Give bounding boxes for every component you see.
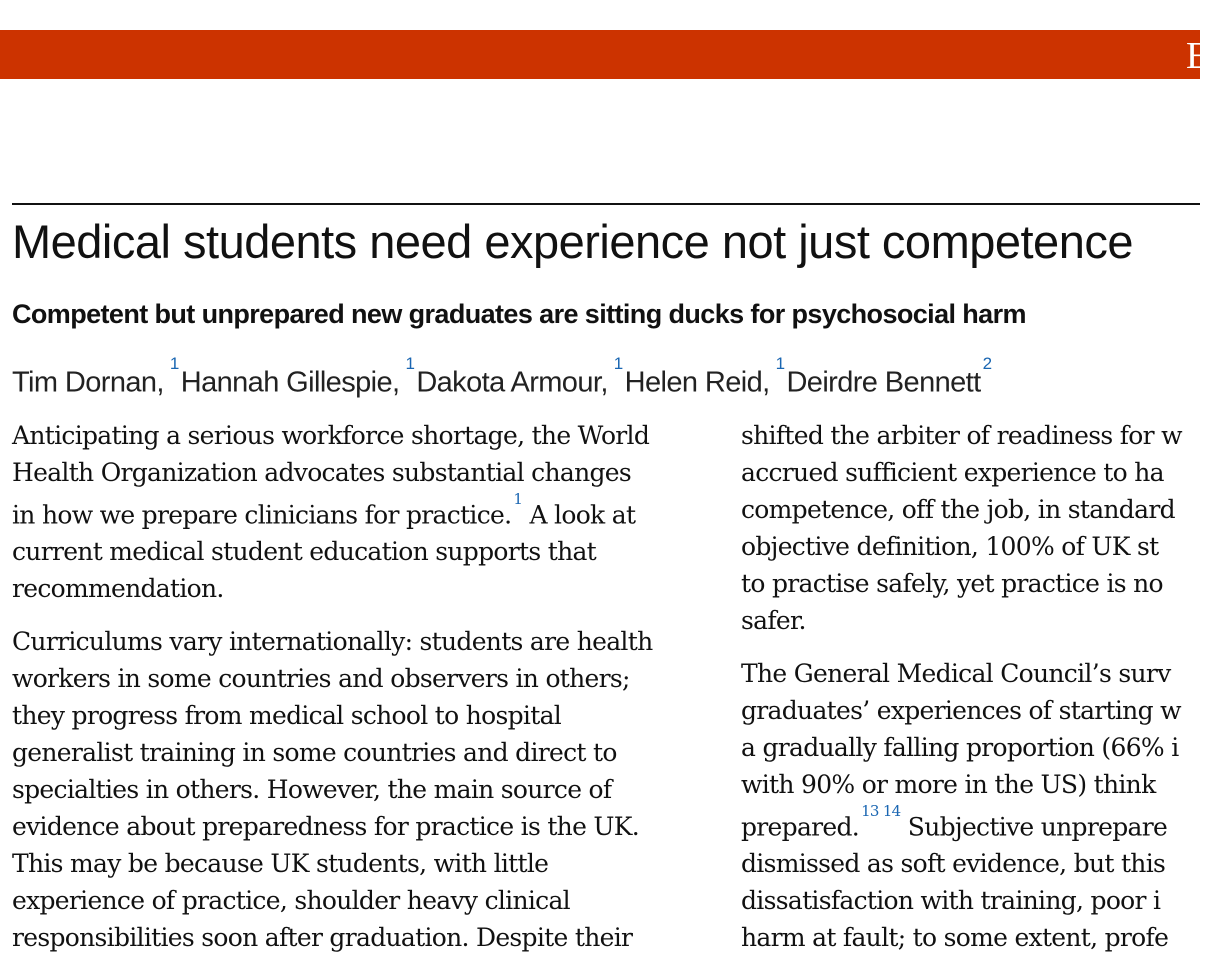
author-name[interactable]: Hannah Gillespie, xyxy=(180,366,400,399)
author-name[interactable]: Helen Reid, xyxy=(624,366,770,399)
text-line: The General Medical Council’s surv xyxy=(741,659,1171,688)
text-line: competence, off the job, in standard xyxy=(741,495,1175,524)
header-band-letter: E xyxy=(1186,35,1210,77)
text-line: safer. xyxy=(741,606,806,635)
text-line: with 90% or more in the US) think xyxy=(741,770,1156,799)
article-subtitle: Competent but unprepared new graduates are sitting ducks for psychosocial harm xyxy=(12,299,1026,329)
text-line: recommendation. xyxy=(12,574,224,604)
affiliation-link[interactable]: 1 xyxy=(169,354,179,373)
text-line: generalist training in some countries and direct to xyxy=(12,738,617,768)
body-paragraph xyxy=(12,417,712,607)
body-paragraph xyxy=(741,655,1221,956)
author-name[interactable]: Tim Dornan, xyxy=(12,366,164,399)
text-line: a gradually falling proportion (66% i xyxy=(741,733,1179,762)
text-run: prepared. xyxy=(741,812,860,842)
text-line: shifted the arbiter of readiness for w xyxy=(741,421,1182,450)
author-name[interactable]: Dakota Armour, xyxy=(416,366,608,399)
affiliation-link[interactable]: 2 xyxy=(982,354,992,373)
text-line: Health Organization advocates substantial changes xyxy=(12,458,632,487)
text-line xyxy=(741,803,1221,845)
reference-link[interactable]: 1 xyxy=(513,490,523,508)
article-title: Medical students need experience not just competence xyxy=(12,215,1133,268)
text-line: harm at fault; to some extent, profe xyxy=(741,923,1169,953)
text-line: they progress from medical school to hospital xyxy=(12,701,562,731)
reference-link[interactable]: 13 14 xyxy=(861,802,901,820)
text-line: experience of practice, shoulder heavy clinical xyxy=(12,886,570,916)
text-line: specialties in others. However, the main source of xyxy=(12,775,612,805)
affiliation-link[interactable]: 1 xyxy=(613,354,623,373)
text-run: A look at xyxy=(522,500,636,530)
text-line: dissatisfaction with training, poor i xyxy=(741,886,1161,916)
text-line: workers in some countries and observers in others; xyxy=(12,664,630,694)
text-line: Anticipating a serious workforce shortage, the World xyxy=(12,421,650,450)
text-run: in how we prepare clinicians for practice. xyxy=(12,500,512,530)
text-line: This may be because UK students, with little xyxy=(12,849,549,879)
text-line: responsibilities soon after graduation. Despite their xyxy=(12,923,633,953)
text-line: dismissed as soft evidence, but this xyxy=(741,849,1166,879)
author-name[interactable]: Deirdre Bennett xyxy=(786,366,981,399)
text-line: to practise safely, yet practice is no xyxy=(741,569,1163,598)
text-line: accrued sufficient experience to ha xyxy=(741,458,1164,487)
body-paragraph xyxy=(741,417,1221,639)
text-line: current medical student education supports that xyxy=(12,537,597,567)
header-band xyxy=(0,30,1200,79)
text-line: Curriculums vary internationally: students are health xyxy=(12,627,653,657)
text-run: Subjective unprepare xyxy=(900,812,1168,842)
affiliation-link[interactable]: 1 xyxy=(775,354,785,373)
body-column-right xyxy=(741,417,1221,956)
text-line: evidence about preparedness for practice is the UK. xyxy=(12,812,640,842)
body-column-left xyxy=(12,417,712,956)
body-paragraph xyxy=(12,623,712,956)
text-line xyxy=(12,491,712,533)
text-line: graduates’ experiences of starting w xyxy=(741,696,1181,725)
text-line: objective definition, 100% of UK st xyxy=(741,532,1159,561)
title-rule xyxy=(12,203,1200,205)
author-list xyxy=(12,356,993,403)
affiliation-link[interactable]: 1 xyxy=(405,354,415,373)
